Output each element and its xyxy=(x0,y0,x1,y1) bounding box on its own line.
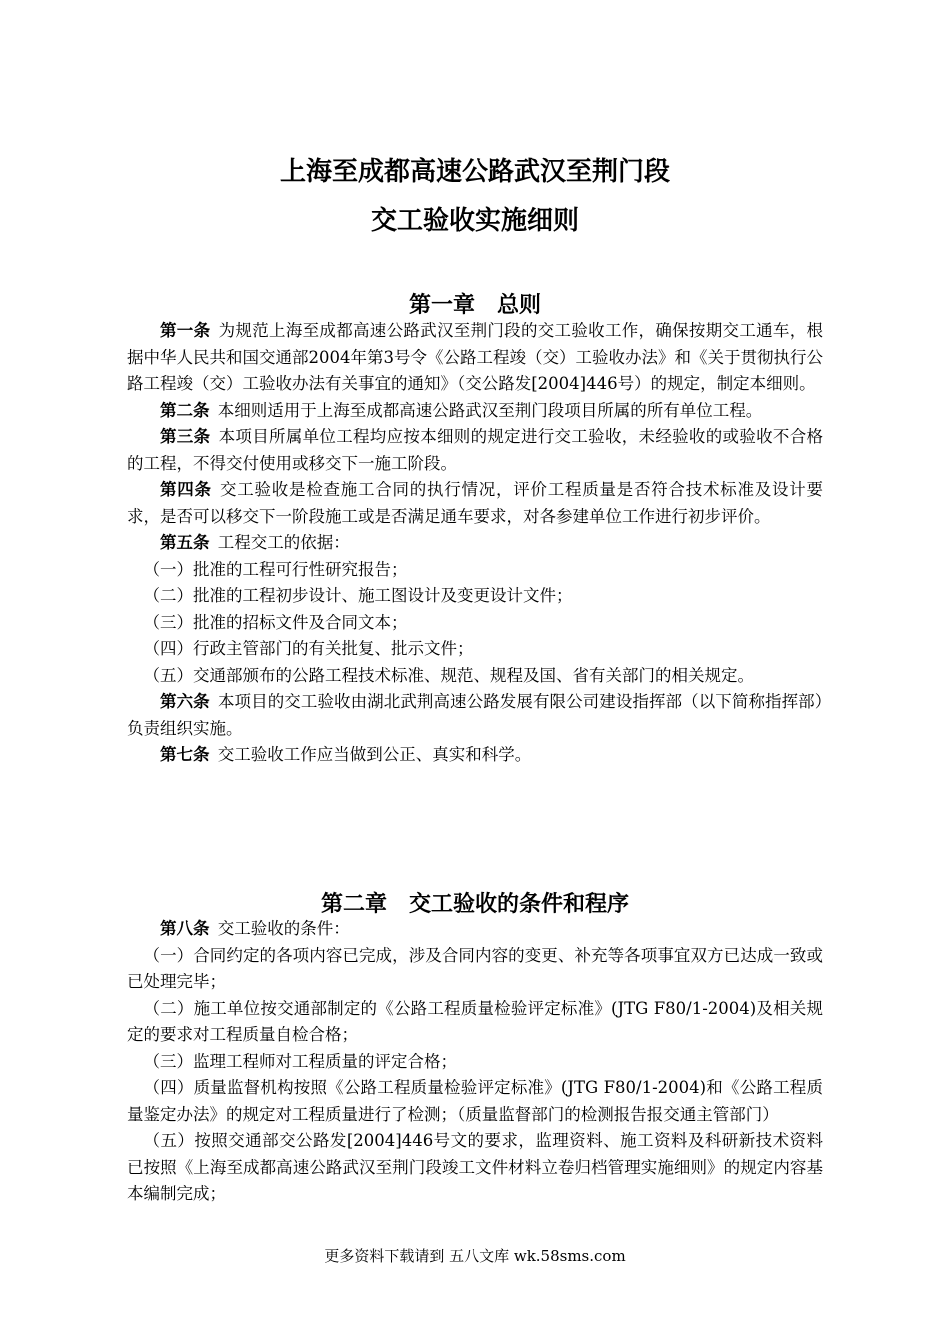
chapter2-heading: 第二章 交工验收的条件和程序 xyxy=(320,892,629,917)
paragraph-text: 交工验收工作应当做到公正、真实和科学。 xyxy=(217,745,532,764)
article-paragraph xyxy=(127,530,823,557)
article-paragraph xyxy=(127,477,823,530)
paragraph-text: （四）行政主管部门的有关批复、批示文件； xyxy=(143,639,474,658)
paragraph-text: （五）按照交通部交公路发[2004]446号文的要求，监理资料、施工资料及科研新技术资料已按照《上海至成都高速公路武汉至荆门段竣工文件材料立卷归档管理实施细则》的规定内容基本编制完成； xyxy=(127,1131,823,1203)
list-item xyxy=(127,663,823,690)
list-item xyxy=(127,943,823,996)
list-item xyxy=(127,557,823,584)
paragraph-text: 本项目所属单位工程均应按本细则的规定进行交工验收，未经验收的或验收不合格的工程，不得交付使用或移交下一施工阶段。 xyxy=(127,427,824,473)
article-label: 第二条 xyxy=(160,400,210,420)
paragraph-text: （三）批准的招标文件及合同文本； xyxy=(143,612,408,632)
article-label: 第四条 xyxy=(160,480,212,499)
article-label: 第六条 xyxy=(160,692,210,711)
paragraph-text: （一）批准的工程可行性研究报告； xyxy=(143,559,408,579)
article-label: 第五条 xyxy=(160,533,210,552)
list-item xyxy=(127,1075,823,1128)
article-label: 第八条 xyxy=(160,919,210,938)
article-label: 第三条 xyxy=(160,427,211,446)
paragraph-text: 为规范上海至成都高速公路武汉至荆门段的交工验收工作，确保按期交工通车，根据中华人民共和国交通部2004年第3号令《公路工程竣（交）工验收办法》和《关于贯彻执行公路工程竣（交）工验收办法有关事宜的通知》（交公路发[2004]446号）的规定，制定本细则。 xyxy=(127,321,824,393)
list-item xyxy=(127,1049,823,1076)
chapter1-heading: 第一章 总则 xyxy=(408,293,541,318)
article-label: 第一条 xyxy=(160,321,211,340)
paragraph-text: 工程交工的依据： xyxy=(217,533,350,552)
paragraph-text: 本项目的交工验收由湖北武荆高速公路发展有限公司建设指挥部（以下简称指挥部）负责组织实施。 xyxy=(127,692,824,738)
article-paragraph xyxy=(127,318,823,398)
paragraph-text: 交工验收是检查施工合同的执行情况，评价工程质量是否符合技术标准及设计要求，是否可以移交下一阶段施工或是否满足通车要求，对各参建单位工作进行初步评价。 xyxy=(127,480,823,526)
list-item xyxy=(127,636,823,663)
paragraph-text: 本细则适用于上海至成都高速公路武汉至荆门段项目所属的所有单位工程。 xyxy=(217,400,763,420)
list-item xyxy=(127,996,823,1049)
paragraph-text: （一）合同约定的各项内容已完成，涉及合同内容的变更、补充等各项事宜双方已达成一致或已处理完毕； xyxy=(127,945,823,991)
article-paragraph xyxy=(127,742,823,769)
paragraph-text: 交工验收的条件： xyxy=(217,919,350,938)
article-paragraph xyxy=(127,689,823,742)
paragraph-text: （二）批准的工程初步设计、施工图设计及变更设计文件； xyxy=(143,586,573,605)
paragraph-text: （五）交通部颁布的公路工程技术标准、规范、规程及国、省有关部门的相关规定。 xyxy=(143,665,754,685)
paragraph-text: （二）施工单位按交通部制定的《公路工程质量检验评定标准》(JTG F80/1-2004)及相关规定的要求对工程质量自检合格； xyxy=(127,998,823,1044)
list-item xyxy=(127,1128,823,1208)
chapter1-body xyxy=(127,318,823,769)
footer-note: 更多资料下载请到 五八文库 wk.58sms.com xyxy=(324,1247,626,1265)
doc-title-line1: 上海至成都高速公路武汉至荆门段 xyxy=(279,157,670,187)
article-paragraph xyxy=(127,398,823,425)
list-item xyxy=(127,610,823,637)
doc-title-line2: 交工验收实施细则 xyxy=(370,206,579,236)
list-item xyxy=(127,583,823,610)
article-paragraph xyxy=(127,424,823,477)
paragraph-text: （四）质量监督机构按照《公路工程质量检验评定标准》(JTG F80/1-2004)和《公路工程质量鉴定办法》的规定对工程质量进行了检测；（质量监督部门的检测报告报交通主管部门） xyxy=(127,1078,823,1124)
article-paragraph xyxy=(127,916,823,943)
chapter2-body xyxy=(127,916,823,1208)
paragraph-text: （三）监理工程师对工程质量的评定合格； xyxy=(143,1051,457,1071)
article-label: 第七条 xyxy=(160,745,210,764)
